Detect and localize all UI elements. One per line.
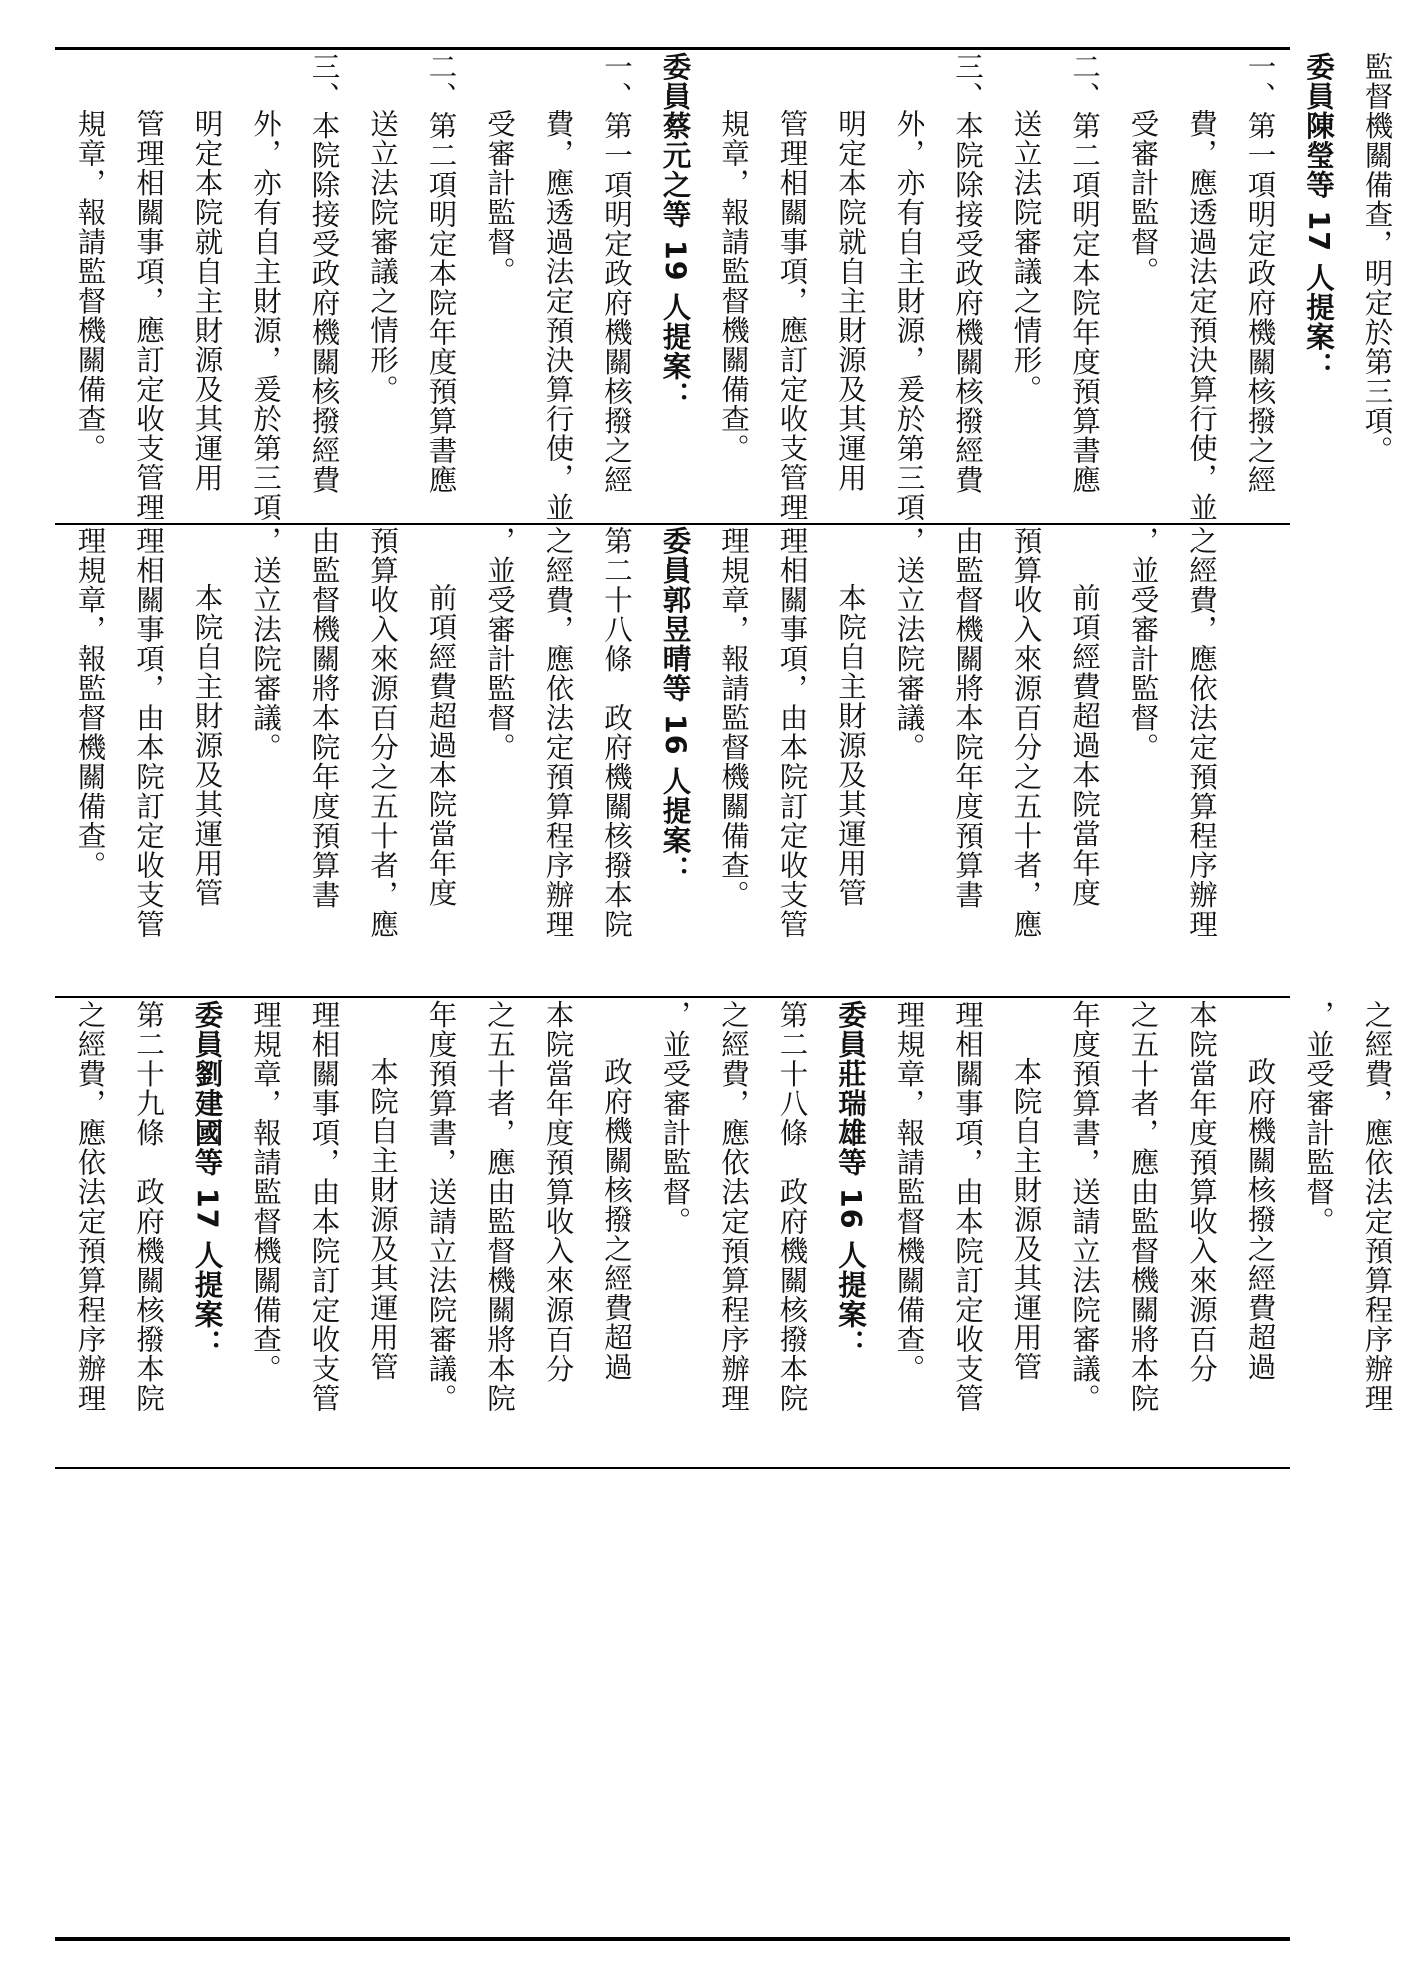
text-line: 政府機關核撥之經費超過 — [1243, 1057, 1277, 1382]
proposal-heading: 委員郭昱晴等 16 人提案： — [658, 526, 692, 885]
text-line: 年度預算書，送請立法院審議。 — [424, 1000, 458, 1413]
text-line: ，並受審計監督。 — [1126, 526, 1160, 762]
text-band-1 — [60, 52, 1394, 522]
text-line: 本院自主財源及其運用管 — [1009, 1057, 1043, 1382]
text-line: 年度預算書，送請立法院審議。 — [1068, 1000, 1101, 1413]
text-line: ，並受審計監督。 — [658, 1000, 692, 1236]
text-line: 本院自主財源及其運用管 — [366, 1057, 399, 1382]
band-divider-1 — [55, 523, 1290, 525]
text-line: 之五十者，應由監督機關將本院 — [1126, 1000, 1160, 1413]
text-line: 理規章，報請監督機關備查。 — [249, 1000, 282, 1384]
text-line: 理規章，報請監督機關備查。 — [717, 526, 750, 910]
text-line: 由監督機關將本院年度預算書 — [951, 526, 984, 910]
text-line: 由監督機關將本院年度預算書 — [307, 526, 341, 910]
text-line: 之五十者，應由監督機關將本院 — [483, 1000, 516, 1413]
text-line: 受審計監督。 — [483, 109, 516, 286]
band-divider-3 — [55, 1467, 1290, 1469]
text-line: 規章，報請監督機關備查。 — [73, 109, 107, 463]
text-line: 第二十八條 政府機關核撥本院 — [600, 526, 633, 939]
band-3-column — [60, 1000, 1406, 1465]
text-band-3 — [60, 1000, 1394, 1465]
text-line: 理相關事項，由本院訂定收支管 — [307, 1000, 341, 1413]
text-line: 一、第一項明定政府機關核撥之經 — [600, 52, 633, 495]
text-line: ，送立法院審議。 — [892, 526, 926, 762]
top-rule — [55, 47, 1290, 50]
proposal-heading: 委員陳瑩等 17 人提案： — [1302, 52, 1335, 382]
text-line: 之經費，應依法定預算程序辦理 — [73, 1000, 107, 1413]
text-line: 明定本院就自主財源及其運用 — [190, 109, 224, 493]
text-line: ，並受審計監督。 — [483, 526, 516, 762]
text-line: 第二十九條 政府機關核撥本院 — [132, 1000, 165, 1413]
proposal-heading: 委員莊瑞雄等 16 人提案： — [834, 1000, 867, 1359]
text-band-2 — [60, 526, 1285, 994]
band-divider-2 — [55, 996, 1290, 998]
text-line: 預算收入來源百分之五十者，應 — [366, 526, 399, 939]
text-line: 理規章，報監督機關備查。 — [73, 526, 107, 880]
text-line: 送立法院審議之情形。 — [1009, 109, 1043, 404]
text-line: 監督機關備查，明定於第三項。 — [1360, 52, 1394, 465]
text-line: 理規章，報請監督機關備查。 — [892, 1000, 926, 1384]
text-line: 受審計監督。 — [1126, 109, 1160, 286]
text-line: 二、第二項明定本院年度預算書應 — [1068, 52, 1101, 495]
text-line: 前項經費超過本院當年度 — [1068, 583, 1101, 908]
text-line: 費，應透過法定預決算行使，並 — [541, 109, 575, 522]
band-1-column — [60, 52, 1406, 522]
text-line: 二、第二項明定本院年度預算書應 — [424, 52, 458, 495]
text-line: 本院當年度預算收入來源百分 — [541, 1000, 575, 1384]
text-line: 三、本院除接受政府機關核撥經費 — [307, 52, 341, 495]
text-line: 費，應透過法定預決算行使，並 — [1185, 109, 1218, 522]
text-line: 理相關事項，由本院訂定收支管 — [775, 526, 809, 939]
proposal-heading: 委員劉建國等 17 人提案： — [190, 1000, 224, 1359]
text-line: 外，亦有自主財源，爰於第三項 — [892, 109, 926, 522]
text-line: 本院自主財源及其運用管 — [190, 583, 224, 908]
text-line: 預算收入來源百分之五十者，應 — [1009, 526, 1043, 939]
text-line: 第二十八條 政府機關核撥本院 — [775, 1000, 809, 1413]
text-line: 本院當年度預算收入來源百分 — [1185, 1000, 1218, 1384]
text-line: 前項經費超過本院當年度 — [424, 583, 458, 908]
text-line: ，並受審計監督。 — [1302, 1000, 1335, 1236]
text-line: 之經費，應依法定預算程序辦理 — [1185, 526, 1218, 939]
proposal-heading: 委員蔡元之等 19 人提案： — [658, 52, 692, 411]
text-line: 之經費，應依法定預算程序辦理 — [541, 526, 575, 939]
text-line: 一、第一項明定政府機關核撥之經 — [1243, 52, 1277, 495]
text-line: 三、本院除接受政府機關核撥經費 — [951, 52, 984, 495]
text-line: 理相關事項，由本院訂定收支管 — [951, 1000, 984, 1413]
text-line: 管理相關事項，應訂定收支管理 — [775, 109, 809, 522]
text-line: 明定本院就自主財源及其運用 — [834, 109, 867, 493]
text-line: 本院自主財源及其運用管 — [834, 583, 867, 908]
text-line: 規章，報請監督機關備查。 — [717, 109, 750, 463]
text-line: 送立法院審議之情形。 — [366, 109, 399, 404]
band-2-column — [60, 526, 1230, 994]
bottom-rule — [55, 1937, 1290, 1941]
text-line: 理相關事項，由本院訂定收支管 — [132, 526, 165, 939]
text-line: 管理相關事項，應訂定收支管理 — [132, 109, 165, 522]
text-line: ，送立法院審議。 — [249, 526, 282, 762]
text-line: 之經費，應依法定預算程序辦理 — [717, 1000, 750, 1413]
text-line: 政府機關核撥之經費超過 — [600, 1057, 633, 1382]
text-line: 外，亦有自主財源，爰於第三項 — [249, 109, 282, 522]
text-line: 之經費，應依法定預算程序辦理 — [1360, 1000, 1394, 1413]
